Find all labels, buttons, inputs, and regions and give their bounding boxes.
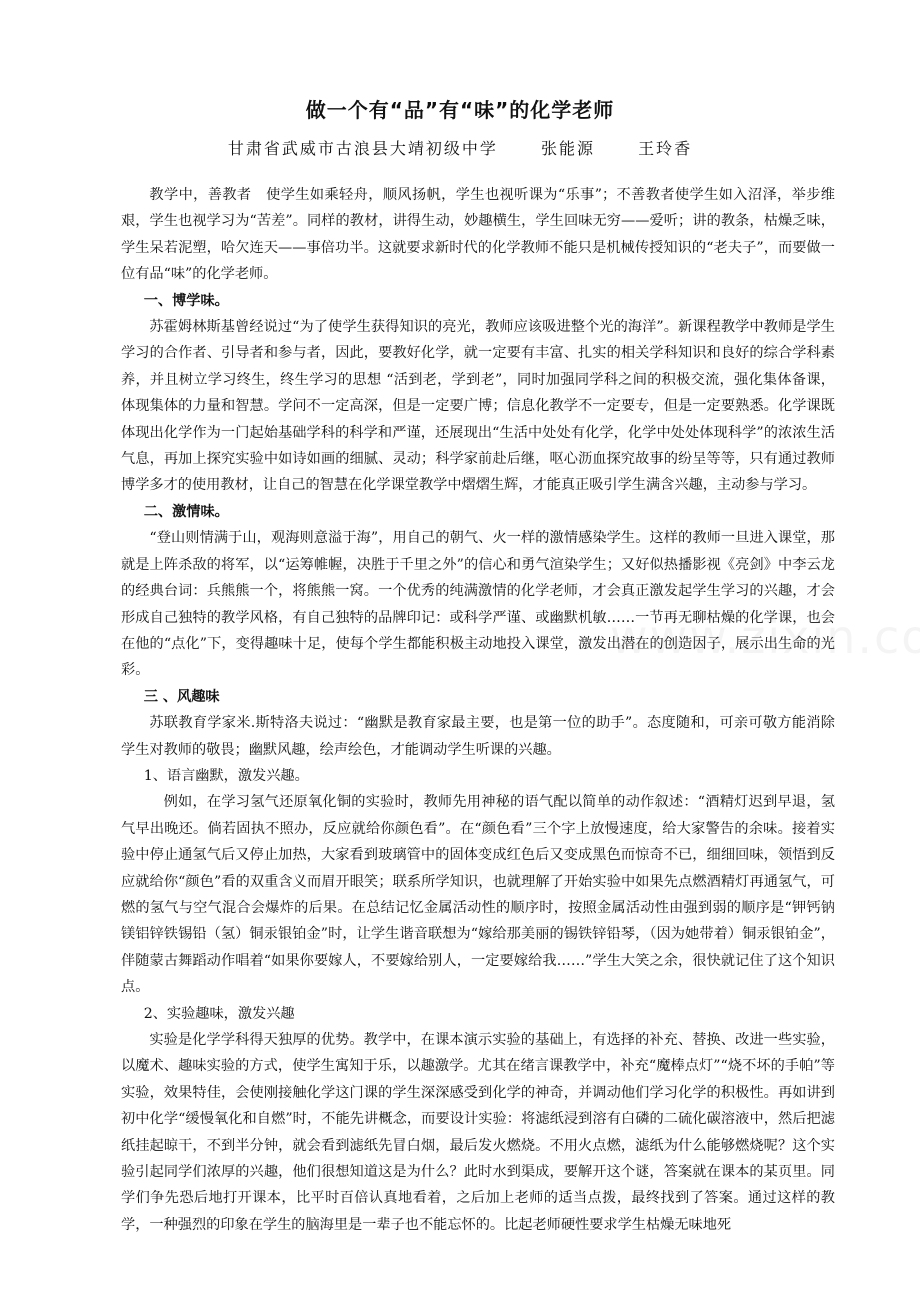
author-name: 张能源 — [540, 139, 595, 158]
intro-paragraph: 教学中，善教者 使学生如乘轻舟，顺风扬帆，学生也视听课为“乐事”；不善教者使学生如入沼泽，举步维艰，学生也视学习为“苦差”。同样的教材，讲得生动，妙趣横生，学生回味无穷——爱听；讲的教条，枯燥乏味，学生呆若泥塑，哈欠连天——事倍功半。这就要求新时代的化学教师不能只是机械传授知识的“老夫子”，而要做一位有品“味”的化学老师。 — [121, 187, 835, 283]
byline — [0, 136, 920, 159]
article-body — [121, 182, 835, 1238]
paragraph: 例如，在学习氢气还原氧化铜的实验时，教师先用神秘的语气配以简单的动作叙述：“酒精灯迟到早退，氢气早出晚还。倘若固执不照办，反应就给你颜色看”。在“颜色看”三个字上放慢速度，给大家警告的余味。接着实验中停止通氢气后又停止加热，大家看到玻璃管中的固体变成红色后又变成黑色而惊奇不已，细细回味，领悟到反应就给你“颜色”看的双重含义而眉开眼笑；联系所学知识，也就理解了开始实验中如果先点燃酒精灯再通氢气，可燃的氢气与空气混合会爆炸的后果。在总结记忆金属活动性的顺序时，按照金属活动性由强到弱的顺序是“钾钙钠镁铝锌铁锡铅（氢）铜汞银铂金”时，让学生谐音联想为“嫁给那美丽的锡铁锌铅琴，（因为她带着）铜汞银铂金”，伴随蒙古舞蹈动作唱着“如果你要嫁人，不要嫁给别人，一定要嫁给我……”学生大笑之余，很快就记住了这个知识点。 — [121, 794, 835, 996]
author-name: 王玲香 — [638, 139, 693, 158]
paragraph: 苏霍姆林斯基曾经说过“为了使学生获得知识的亮光，教师应该吸进整个光的海洋”。新课程教学中教师是学生学习的合作者、引导者和参与者，因此，要教好化学，就一定要有丰富、扎实的相关学科知识和良好的综合学科素养，并且树立学习终生，终生学习的思想 “活到老，学到老”，同时加强同学科之间的积极交流，强化集体备课，体现集体的力量和智慧。学问不一定高深，但是一定要广博；信息化教学不一定要专，但是一定要熟悉。化学课既体现出化学作为一门起始基础学科的科学和严谨，还展现出“生活中处处有化学，化学中处处体现科学”的浓浓生活气息，再加上探究实验中如诗如画的细腻、灵动；科学家前赴后继，呕心沥血探究故事的纷呈等等，只有通过教师博学多才的使用教材，让自己的智慧在化学课堂教学中熠熠生辉，才能真正吸引学生满含兴趣，主动参与学习。 — [121, 319, 835, 494]
section-heading: 二、激情味。 — [143, 503, 229, 520]
page-title: 做一个有“品”有“味”的化学老师 — [305, 98, 615, 122]
section-heading: 一、博学味。 — [143, 292, 229, 309]
paragraph: “登山则情满于山，观海则意溢于海”，用自己的朝气、火一样的激情感染学生。这样的教师一旦进入课堂，那就是上阵杀敌的将军，以“运筹帷幄，决胜于千里之外”的信心和勇气渲染学生；又好似热播影视《亮剑》中李云龙的经典台词：兵熊熊一个，将熊熊一窝。一个优秀的纯满激情的化学老师，才会真正激发起学生学习的兴趣，才会形成自己独特的教学风格，有自己独特的品牌印记：或科学严谨、或幽默机敏……一节再无聊枯燥的化学课，也会在他的“点化”下，变得趣味十足，使每个学生都能积极主动地投入课堂，激发出潜在的创造因子，展示出生命的光彩。 — [121, 530, 835, 679]
paragraph: 苏联教育学家米.斯特洛夫说过：“幽默是教育家最主要，也是第一位的助手”。态度随和，可亲可敬方能消除学生对教师的敬畏；幽默风趣，绘声绘色，才能调动学生听课的兴趣。 — [121, 715, 835, 758]
section-heading: 三 、风趣味 — [143, 688, 220, 705]
subsection-heading: 2、实验趣味，激发兴趣 — [143, 1005, 295, 1022]
subsection-heading: 1、语言幽默，激发兴趣。 — [143, 767, 309, 784]
school-name: 甘肃省武威市古浪县大靖初级中学 — [227, 139, 498, 158]
paragraph: 实验是化学学科得天独厚的优势。教学中，在课本演示实验的基础上，有选择的补充、替换、改进一些实验，以魔术、趣味实验的方式，使学生寓知于乐，以趣激学。尤其在绪言课教学中，补充“魔棒点灯”“烧不坏的手帕”等实验，效果特佳，会使刚接触化学这门课的学生深深感受到化学的神奇，并调动他们学习化学的积极性。再如讲到初中化学“缓慢氧化和自燃”时，不能先讲概念，而要设计实验：将滤纸浸到溶有白磷的二硫化碳溶液中，然后把滤纸挂起晾干，不到半分钟，就会看到滤纸先冒白烟，最后发火燃烧。不用火点燃，滤纸为什么能够燃烧呢？这个实验引起同学们浓厚的兴趣，他们很想知道这是为什么？此时水到渠成，要解开这个谜，答案就在课本的某页里。同学们争先恐后地打开课本，比平时百倍认真地看着，之后加上老师的适当点拨，最终找到了答案。通过这样的教学，一种强烈的印象在学生的脑海里是一辈子也不能忘怀的。比起老师硬性要求学生枯燥无味地死 — [121, 1032, 835, 1233]
